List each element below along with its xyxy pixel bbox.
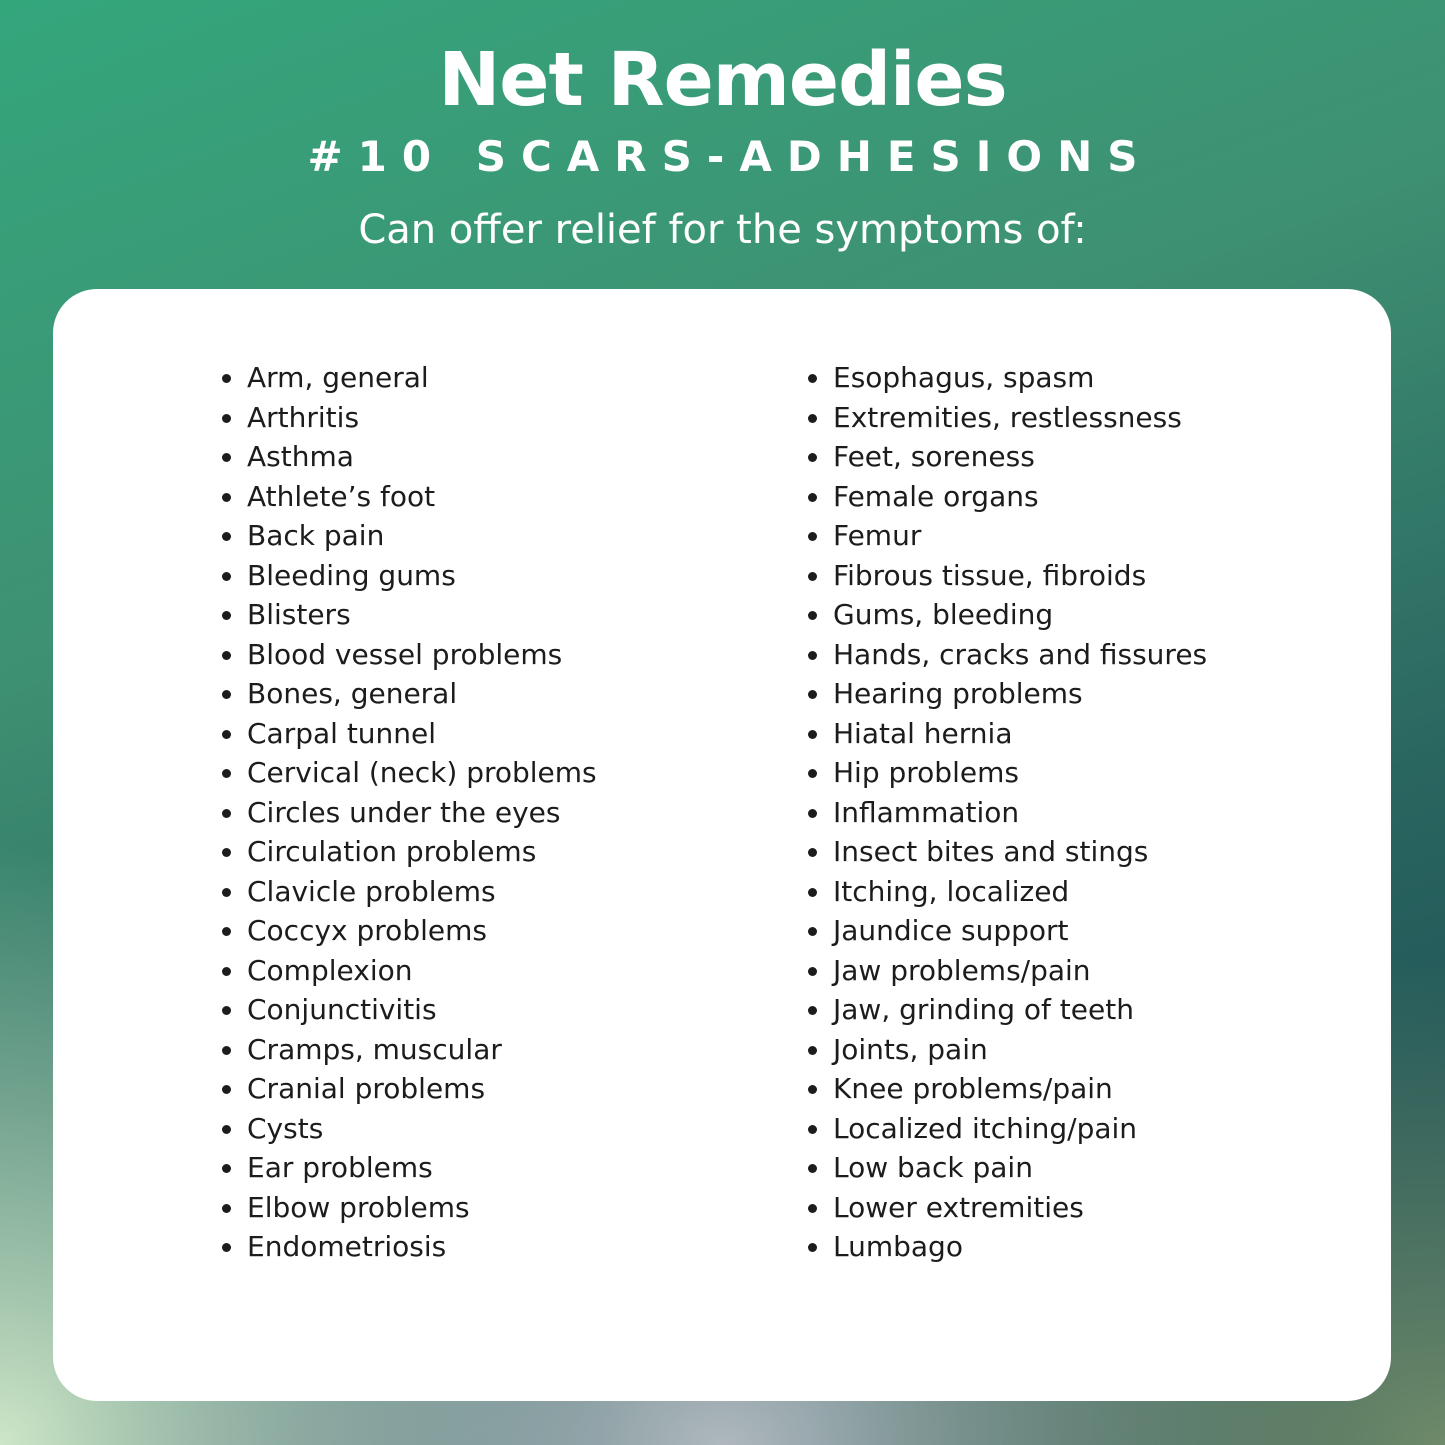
symptom-label: Coccyx problems xyxy=(247,914,487,947)
bullet-icon xyxy=(808,532,817,541)
symptom-label: Athlete’s foot xyxy=(247,479,436,513)
bullet-icon xyxy=(808,1085,817,1094)
bullet-icon xyxy=(222,1006,231,1015)
symptom-label: Inflammation xyxy=(833,795,1020,829)
list-item xyxy=(220,556,597,596)
bullet-icon xyxy=(808,1204,817,1213)
list-item xyxy=(806,595,1207,635)
symptom-label: Jaundice support xyxy=(833,914,1069,947)
intro-text: Can offer relief for the symptoms of: xyxy=(358,207,1087,253)
list-item xyxy=(806,753,1207,793)
list-item xyxy=(220,872,597,912)
list-item xyxy=(220,1148,597,1188)
list-item xyxy=(806,990,1207,1030)
symptom-label: Cramps, muscular xyxy=(247,1032,502,1066)
bullet-icon xyxy=(808,1006,817,1015)
symptom-label: Back pain xyxy=(247,519,385,552)
symptom-label: Cysts xyxy=(247,1111,324,1145)
bullet-icon xyxy=(808,927,817,936)
symptom-label: Conjunctivitis xyxy=(247,993,437,1026)
bullet-icon xyxy=(222,611,231,620)
list-item xyxy=(220,832,597,872)
bullet-icon xyxy=(222,374,231,383)
list-item xyxy=(806,1109,1207,1149)
symptom-label: Femur xyxy=(833,519,922,552)
bullet-icon xyxy=(808,1125,817,1134)
bullet-icon xyxy=(808,651,817,660)
symptom-label: Arthritis xyxy=(247,400,360,434)
list-item xyxy=(806,793,1207,833)
bullet-icon xyxy=(222,414,231,423)
bullet-icon xyxy=(222,927,231,936)
bullet-icon xyxy=(222,1085,231,1094)
symptom-label: Lower extremities xyxy=(833,1190,1084,1224)
symptom-label: Arm, general xyxy=(247,361,429,394)
symptom-label: Esophagus, spasm xyxy=(833,361,1095,394)
list-item xyxy=(220,990,597,1030)
list-item xyxy=(806,437,1207,477)
symptom-label: Jaw, grinding of teeth xyxy=(833,993,1134,1026)
symptom-label: Hearing problems xyxy=(833,677,1083,710)
list-item xyxy=(220,1188,597,1228)
symptom-label: Knee problems/pain xyxy=(833,1072,1113,1105)
symptom-label: Asthma xyxy=(247,440,354,473)
list-item xyxy=(220,753,597,793)
bullet-icon xyxy=(808,1243,817,1252)
symptom-label: Blisters xyxy=(247,598,351,631)
symptom-label: Elbow problems xyxy=(247,1190,470,1224)
list-item xyxy=(806,516,1207,556)
bullet-icon xyxy=(222,730,231,739)
symptom-label: Joints, pain xyxy=(833,1032,988,1066)
bullet-icon xyxy=(222,888,231,897)
bullet-icon xyxy=(222,809,231,818)
bullet-icon xyxy=(808,414,817,423)
bullet-icon xyxy=(222,769,231,778)
list-item xyxy=(806,398,1207,438)
list-item xyxy=(806,358,1207,398)
symptom-label: Fibrous tissue, fibroids xyxy=(833,558,1147,592)
bullet-icon xyxy=(808,453,817,462)
symptom-label: Hip problems xyxy=(833,756,1019,789)
bullet-icon xyxy=(808,809,817,818)
symptom-label: Complexion xyxy=(247,953,413,987)
list-item xyxy=(806,911,1207,951)
list-item xyxy=(220,911,597,951)
bullet-icon xyxy=(808,1164,817,1173)
symptom-label: Bleeding gums xyxy=(247,558,456,592)
bullet-icon xyxy=(222,1204,231,1213)
symptom-label: Itching, localized xyxy=(833,874,1070,908)
symptom-label: Lumbago xyxy=(833,1230,963,1263)
bullet-icon xyxy=(808,374,817,383)
list-item xyxy=(220,1030,597,1070)
symptom-label: Hands, cracks and fissures xyxy=(833,637,1208,671)
list-item xyxy=(806,477,1207,517)
symptom-label: Carpal tunnel xyxy=(247,716,437,750)
list-item xyxy=(220,793,597,833)
bullet-icon xyxy=(222,848,231,857)
list-item xyxy=(220,516,597,556)
bullet-icon xyxy=(808,572,817,581)
symptom-label: Cranial problems xyxy=(247,1072,486,1105)
list-item xyxy=(220,437,597,477)
list-item xyxy=(806,1030,1207,1070)
bullet-icon xyxy=(808,611,817,620)
list-item xyxy=(220,398,597,438)
bullet-icon xyxy=(222,690,231,699)
symptom-label: Low back pain xyxy=(833,1151,1033,1184)
symptom-label: Jaw problems/pain xyxy=(833,953,1091,987)
symptom-label: Insect bites and stings xyxy=(833,835,1149,868)
header xyxy=(0,0,1445,290)
symptom-label: Bones, general xyxy=(247,677,458,710)
list-item xyxy=(220,1227,597,1267)
symptom-label: Endometriosis xyxy=(247,1230,447,1263)
bullet-icon xyxy=(808,848,817,857)
bullet-icon xyxy=(808,493,817,502)
symptom-label: Circles under the eyes xyxy=(247,795,561,829)
list-item xyxy=(806,674,1207,714)
bullet-icon xyxy=(222,1046,231,1055)
bullet-icon xyxy=(222,453,231,462)
bullet-icon xyxy=(808,769,817,778)
list-item xyxy=(806,832,1207,872)
bullet-icon xyxy=(222,572,231,581)
list-item xyxy=(806,1227,1207,1267)
list-item xyxy=(220,1109,597,1149)
list-item xyxy=(220,477,597,517)
bullet-icon xyxy=(808,730,817,739)
page-title: Net Remedies xyxy=(438,37,1007,123)
list-item xyxy=(220,635,597,675)
bullet-icon xyxy=(808,1046,817,1055)
symptom-label: Feet, soreness xyxy=(833,440,1035,473)
symptoms-list-right xyxy=(806,358,1207,1267)
list-item xyxy=(806,1069,1207,1109)
bullet-icon xyxy=(222,1243,231,1252)
symptom-label: Cervical (neck) problems xyxy=(247,756,597,789)
bullet-icon xyxy=(222,1164,231,1173)
symptom-label: Gums, bleeding xyxy=(833,598,1054,631)
list-item xyxy=(806,635,1207,675)
list-item xyxy=(806,951,1207,991)
bullet-icon xyxy=(808,967,817,976)
list-item xyxy=(220,951,597,991)
bullet-icon xyxy=(222,651,231,660)
list-item xyxy=(806,714,1207,754)
symptom-label: Localized itching/pain xyxy=(833,1111,1138,1145)
list-item xyxy=(806,872,1207,912)
remedy-subtitle: #10 SCARS-ADHESIONS xyxy=(307,132,1153,181)
list-item xyxy=(806,1188,1207,1228)
symptom-label: Ear problems xyxy=(247,1151,433,1184)
symptom-label: Hiatal hernia xyxy=(833,716,1013,750)
bullet-icon xyxy=(808,690,817,699)
bullet-icon xyxy=(222,1125,231,1134)
list-item xyxy=(220,595,597,635)
list-item xyxy=(220,358,597,398)
list-item xyxy=(220,714,597,754)
list-item xyxy=(220,674,597,714)
bullet-icon xyxy=(222,493,231,502)
list-item xyxy=(806,1148,1207,1188)
bullet-icon xyxy=(222,967,231,976)
symptom-label: Blood vessel problems xyxy=(247,637,563,671)
symptom-label: Female organs xyxy=(833,479,1039,513)
list-item xyxy=(806,556,1207,596)
list-item xyxy=(220,1069,597,1109)
symptom-label: Circulation problems xyxy=(247,835,537,868)
symptom-label: Clavicle problems xyxy=(247,874,496,908)
symptoms-list-left xyxy=(220,358,597,1267)
bullet-icon xyxy=(222,532,231,541)
symptom-label: Extremities, restlessness xyxy=(833,400,1182,434)
bullet-icon xyxy=(808,888,817,897)
